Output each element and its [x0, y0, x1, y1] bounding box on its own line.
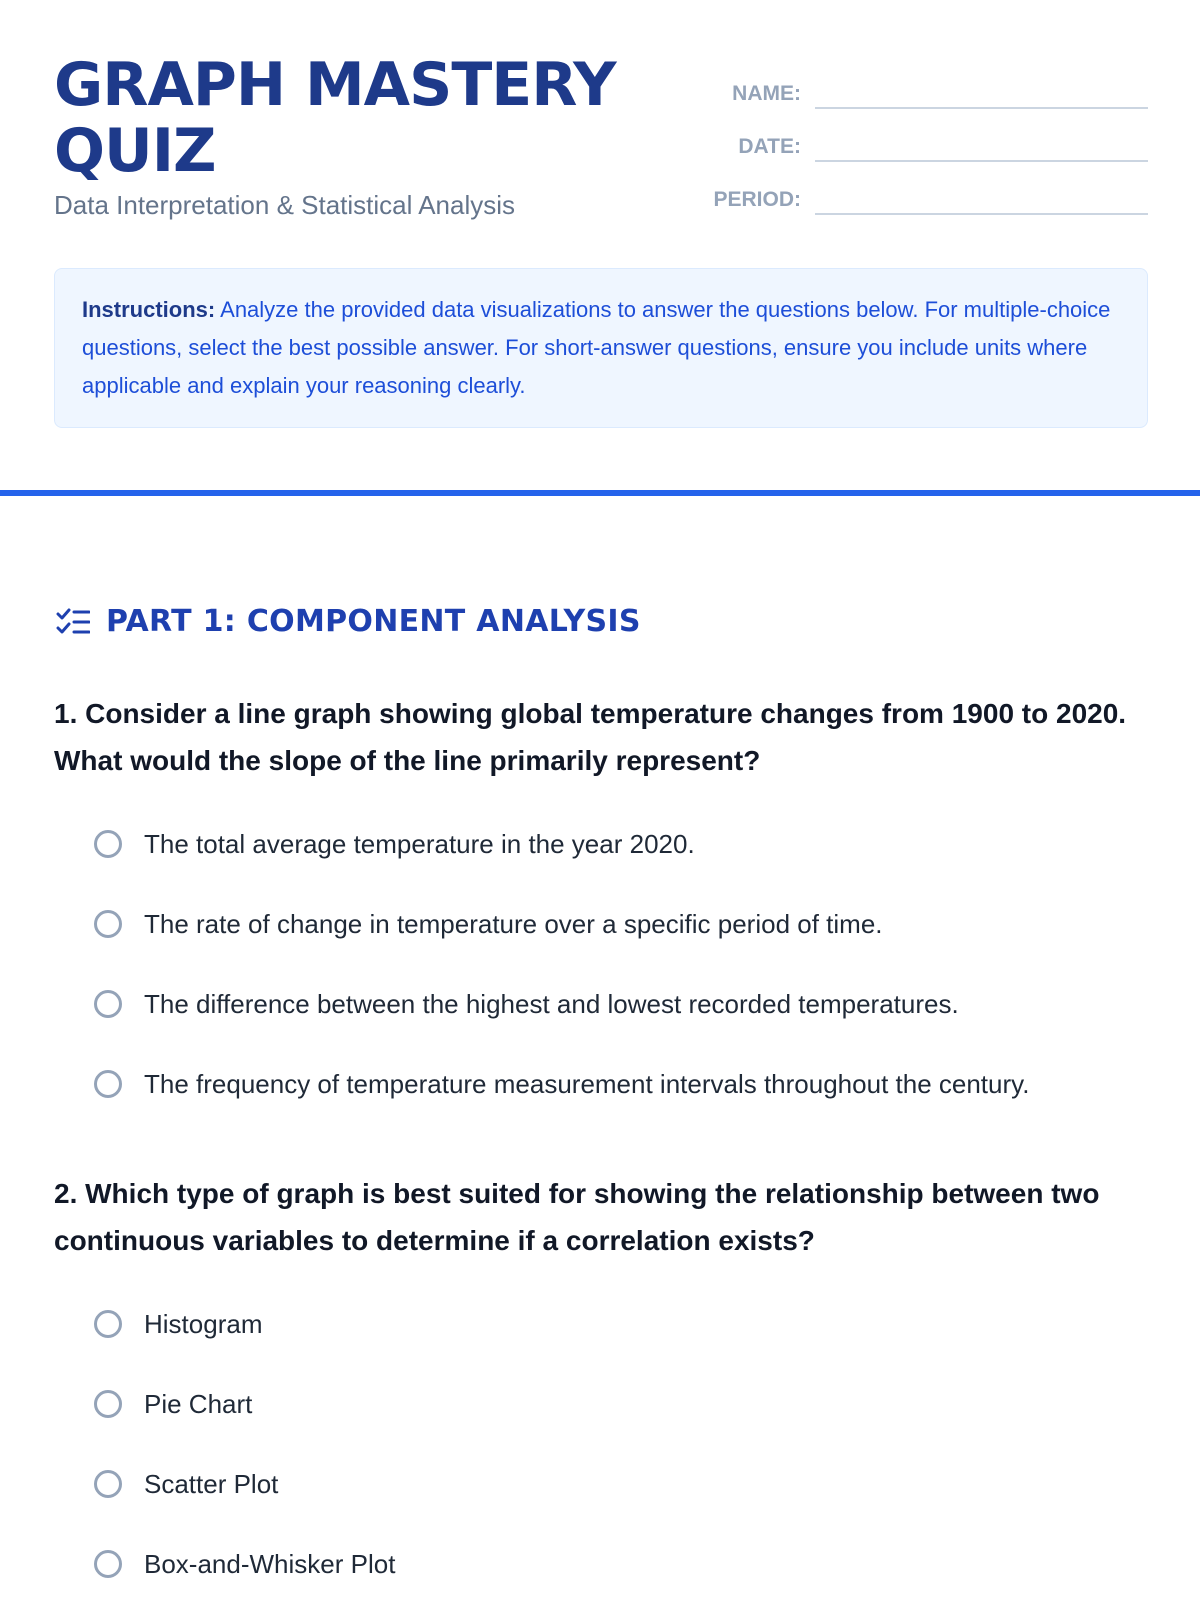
instructions-text: Analyze the provided data visualizations to answer the questions below. For multiple-choice questions, select the best possible answer. For short-answer questions, ensure you include units where applicable and explain your reasoning clearly.	[82, 297, 1111, 398]
question-2-option-b[interactable]	[94, 1364, 395, 1444]
option-label: The rate of change in temperature over a specific period of time.	[144, 908, 883, 939]
page-subtitle: Data Interpretation & Statistical Analysis	[54, 190, 516, 220]
section-divider	[0, 490, 1200, 496]
question-1-option-c[interactable]	[94, 964, 1029, 1044]
option-label: Histogram	[144, 1308, 263, 1339]
question-1-option-d[interactable]	[94, 1044, 1029, 1124]
question-2-option-c[interactable]	[94, 1444, 395, 1524]
radio-button[interactable]	[94, 1070, 122, 1098]
question-2-option-a[interactable]	[94, 1284, 395, 1364]
question-1-option-b[interactable]	[94, 884, 1029, 964]
instructions-box	[54, 268, 1148, 428]
option-label: The difference between the highest and lowest recorded temperatures.	[144, 988, 959, 1019]
radio-button[interactable]	[94, 1390, 122, 1418]
radio-button[interactable]	[94, 990, 122, 1018]
radio-button[interactable]	[94, 1470, 122, 1498]
section-title: PART 1: COMPONENT ANALYSIS	[106, 604, 641, 639]
question-1-options	[94, 804, 1029, 1124]
student-info-fields	[708, 56, 1148, 215]
option-label: Box-and-Whisker Plot	[144, 1548, 396, 1579]
instructions-label: Instructions:	[82, 297, 216, 322]
question-2-options	[94, 1284, 395, 1604]
question-2-option-d[interactable]	[94, 1524, 395, 1604]
radio-button[interactable]	[94, 1550, 122, 1578]
period-field[interactable]	[815, 183, 1148, 215]
date-label: DATE:	[738, 135, 801, 158]
section-header	[56, 604, 641, 639]
name-field-row	[708, 56, 1148, 109]
question-2-text: 2. Which type of graph is best suited for showing the relationship between two continuous variables to determine if a correlation exists?	[54, 1178, 1100, 1256]
option-label: Scatter Plot	[144, 1468, 279, 1499]
radio-button[interactable]	[94, 830, 122, 858]
date-field-row	[708, 109, 1148, 162]
checklist-icon	[56, 608, 90, 636]
option-label: The frequency of temperature measurement intervals throughout the century.	[144, 1068, 1030, 1099]
name-label: NAME:	[732, 82, 801, 105]
period-label: PERIOD:	[713, 188, 801, 211]
option-label: Pie Chart	[144, 1388, 253, 1419]
quiz-header	[0, 0, 1200, 470]
period-field-row	[708, 162, 1148, 215]
radio-button[interactable]	[94, 1310, 122, 1338]
question-1-option-a[interactable]	[94, 804, 1029, 884]
name-field[interactable]	[815, 77, 1148, 109]
question-1-text: 1. Consider a line graph showing global temperature changes from 1900 to 2020. What would the slope of the line primarily represent?	[54, 698, 1127, 776]
option-label: The total average temperature in the year 2020.	[144, 828, 695, 859]
radio-button[interactable]	[94, 910, 122, 938]
date-field[interactable]	[815, 130, 1148, 162]
page-title: GRAPH MASTERY QUIZ	[54, 50, 616, 186]
